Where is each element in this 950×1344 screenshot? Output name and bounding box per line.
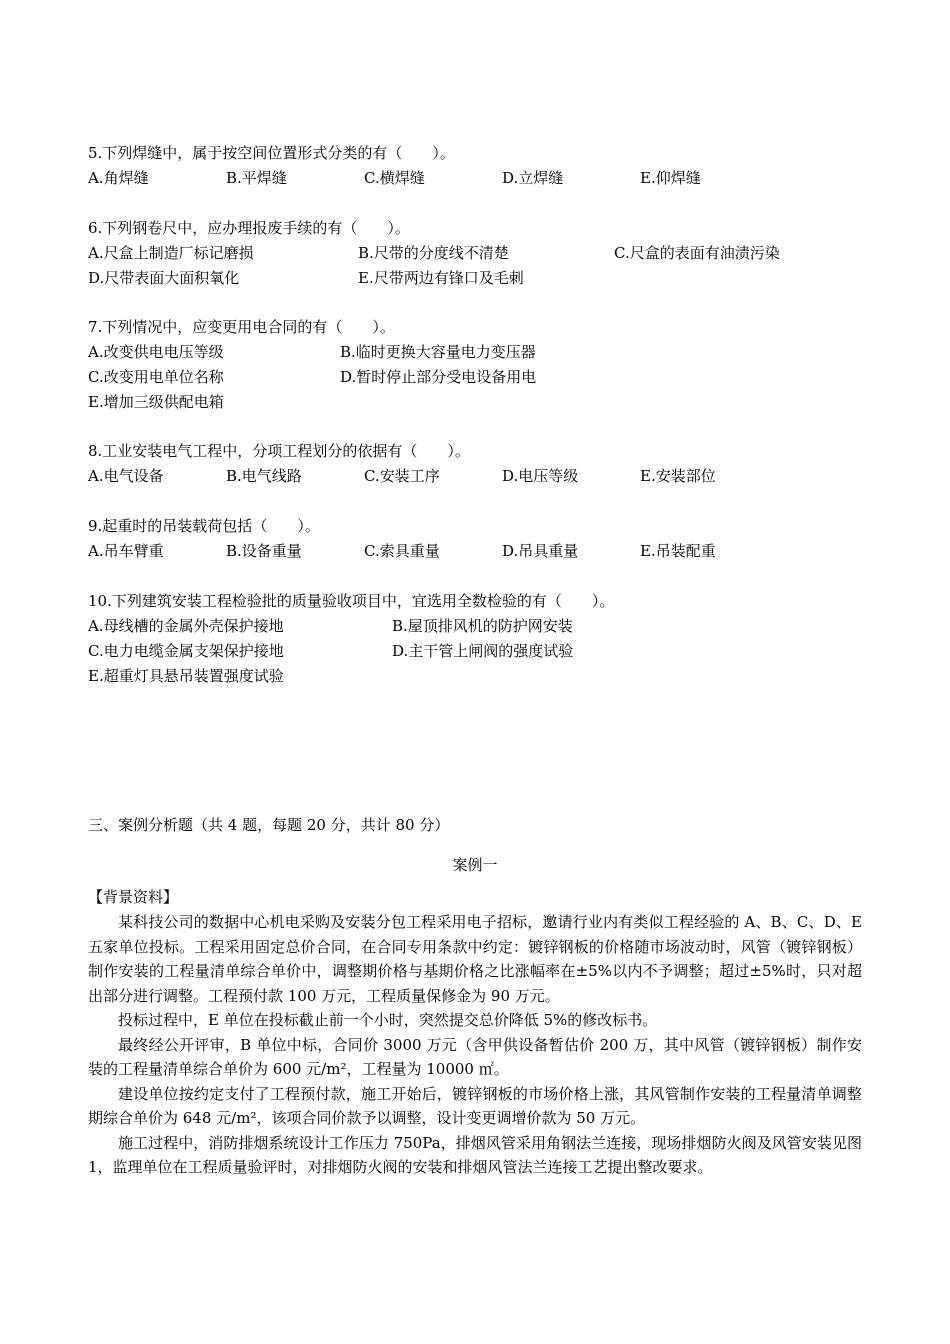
question-9-option-a: A.吊车臂重 [88,542,164,560]
case-paragraph-5: 施工过程中，消防排烟系统设计工作压力 750Pa，排烟风管采用角钢法兰连接，现场排烟防火阀及风管安装见图 1，监理单位在工程质量验评时，对排烟防火阀的安装和排烟风管法兰连接工艺提出整改要求。 [88,1133,862,1176]
question-9-stem: 9.起重时的吊装载荷包括（ ）。 [88,517,320,535]
question-10-option-c: C.电力电缆金属支架保护接地 [88,642,284,660]
question-8-option-a: A.电气设备 [88,467,164,485]
question-9-option-c: C.索具重量 [364,542,440,560]
question-8-option-b: B.电气线路 [226,467,302,485]
case-paragraph-4: 建设单位按约定支付了工程预付款，施工开始后，镀锌钢板的市场价格上涨，其风管制作安装的工程量清单调整期综合单价为 648 元/m²，该项合同价款予以调整，设计变更调增价款为 50 万元。 [88,1084,862,1127]
question-7-option-b: B.临时更换大容量电力变压器 [340,343,536,361]
case-paragraph-2: 投标过程中，E 单位在投标截止前一个小时，突然提交总价降低 5%的修改标书。 [118,1011,658,1029]
case-paragraph-1: 某科技公司的数据中心机电采购及安装分包工程采用电子招标，邀请行业内有类似工程经验的 A、B、C、D、E 五家单位投标。工程采用固定总价合同，在合同专用条款中约定：镀锌钢板的价格随市场波动时，风管（镀锌钢板）制作安装的工程量清单综合单价中，调整期价格与基期价格之比涨幅率在±5%以内不予调整；超过±5%时，只对超出部分进行调整。工程预付款 100 万元，工程质量保修金为 90 万元。 [88,913,862,1005]
case-title: 案例一 [452,856,498,874]
question-6-option-d: D.尺带表面大面积氧化 [88,269,240,287]
question-5-stem: 5.下列焊缝中，属于按空间位置形式分类的有（ ）。 [88,144,455,162]
case-background-text [88,910,862,1180]
question-6-stem: 6.下列钢卷尺中，应办理报废手续的有（ ）。 [88,219,410,237]
question-10-option-d: D.主干管上闸阀的强度试验 [392,642,574,660]
question-10-stem: 10.下列建筑安装工程检验批的质量验收项目中，宜选用全数检验的有（ ）。 [88,592,615,610]
question-5-option-e: E.仰焊缝 [640,169,701,187]
question-10-option-e: E.超重灯具悬吊装置强度试验 [88,667,284,685]
section-title: 三、案例分析题（共 4 题，每题 20 分，共计 80 分） [88,816,450,834]
question-10-option-a: A.母线槽的金属外壳保护接地 [88,617,284,635]
question-10-option-b: B.屋顶排风机的防护网安装 [392,617,573,635]
question-5-option-b: B.平焊缝 [226,169,287,187]
question-6-option-e: E.尺带两边有锋口及毛刺 [358,269,524,287]
case-paragraph-3: 最终经公开评审，B 单位中标，合同价 3000 万元（含甲供设备暂估价 200 万，其中风管（镀锌钢板）制作安装的工程量清单综合单价为 600 元/m²，工程量为 10000 ㎡。 [88,1035,862,1078]
question-7-option-d: D.暂时停止部分受电设备用电 [340,368,537,386]
question-8-option-d: D.电压等级 [502,467,579,485]
question-7-option-e: E.增加三级供配电箱 [88,393,224,411]
question-5-option-d: D.立焊缝 [502,169,564,187]
question-8-option-c: C.安装工序 [364,467,440,485]
question-9-option-e: E.吊装配重 [640,542,716,560]
question-9-option-d: D.吊具重量 [502,542,579,560]
question-8-stem: 8.工业安装电气工程中，分项工程划分的依据有（ ）。 [88,442,470,460]
background-label: 【背景资料】 [88,888,179,906]
question-5-option-a: A.角焊缝 [88,169,149,187]
question-8-option-e: E.安装部位 [640,467,716,485]
question-6-option-a: A.尺盒上制造厂标记磨损 [88,244,254,262]
question-6-option-c: C.尺盒的表面有油渍污染 [614,244,780,262]
question-6-option-b: B.尺带的分度线不清楚 [358,244,509,262]
question-7-option-a: A.改变供电电压等级 [88,343,224,361]
question-9-option-b: B.设备重量 [226,542,302,560]
question-7-option-c: C.改变用电单位名称 [88,368,224,386]
question-5-option-c: C.横焊缝 [364,169,425,187]
question-7-stem: 7.下列情况中，应变更用电合同的有（ ）。 [88,318,395,336]
